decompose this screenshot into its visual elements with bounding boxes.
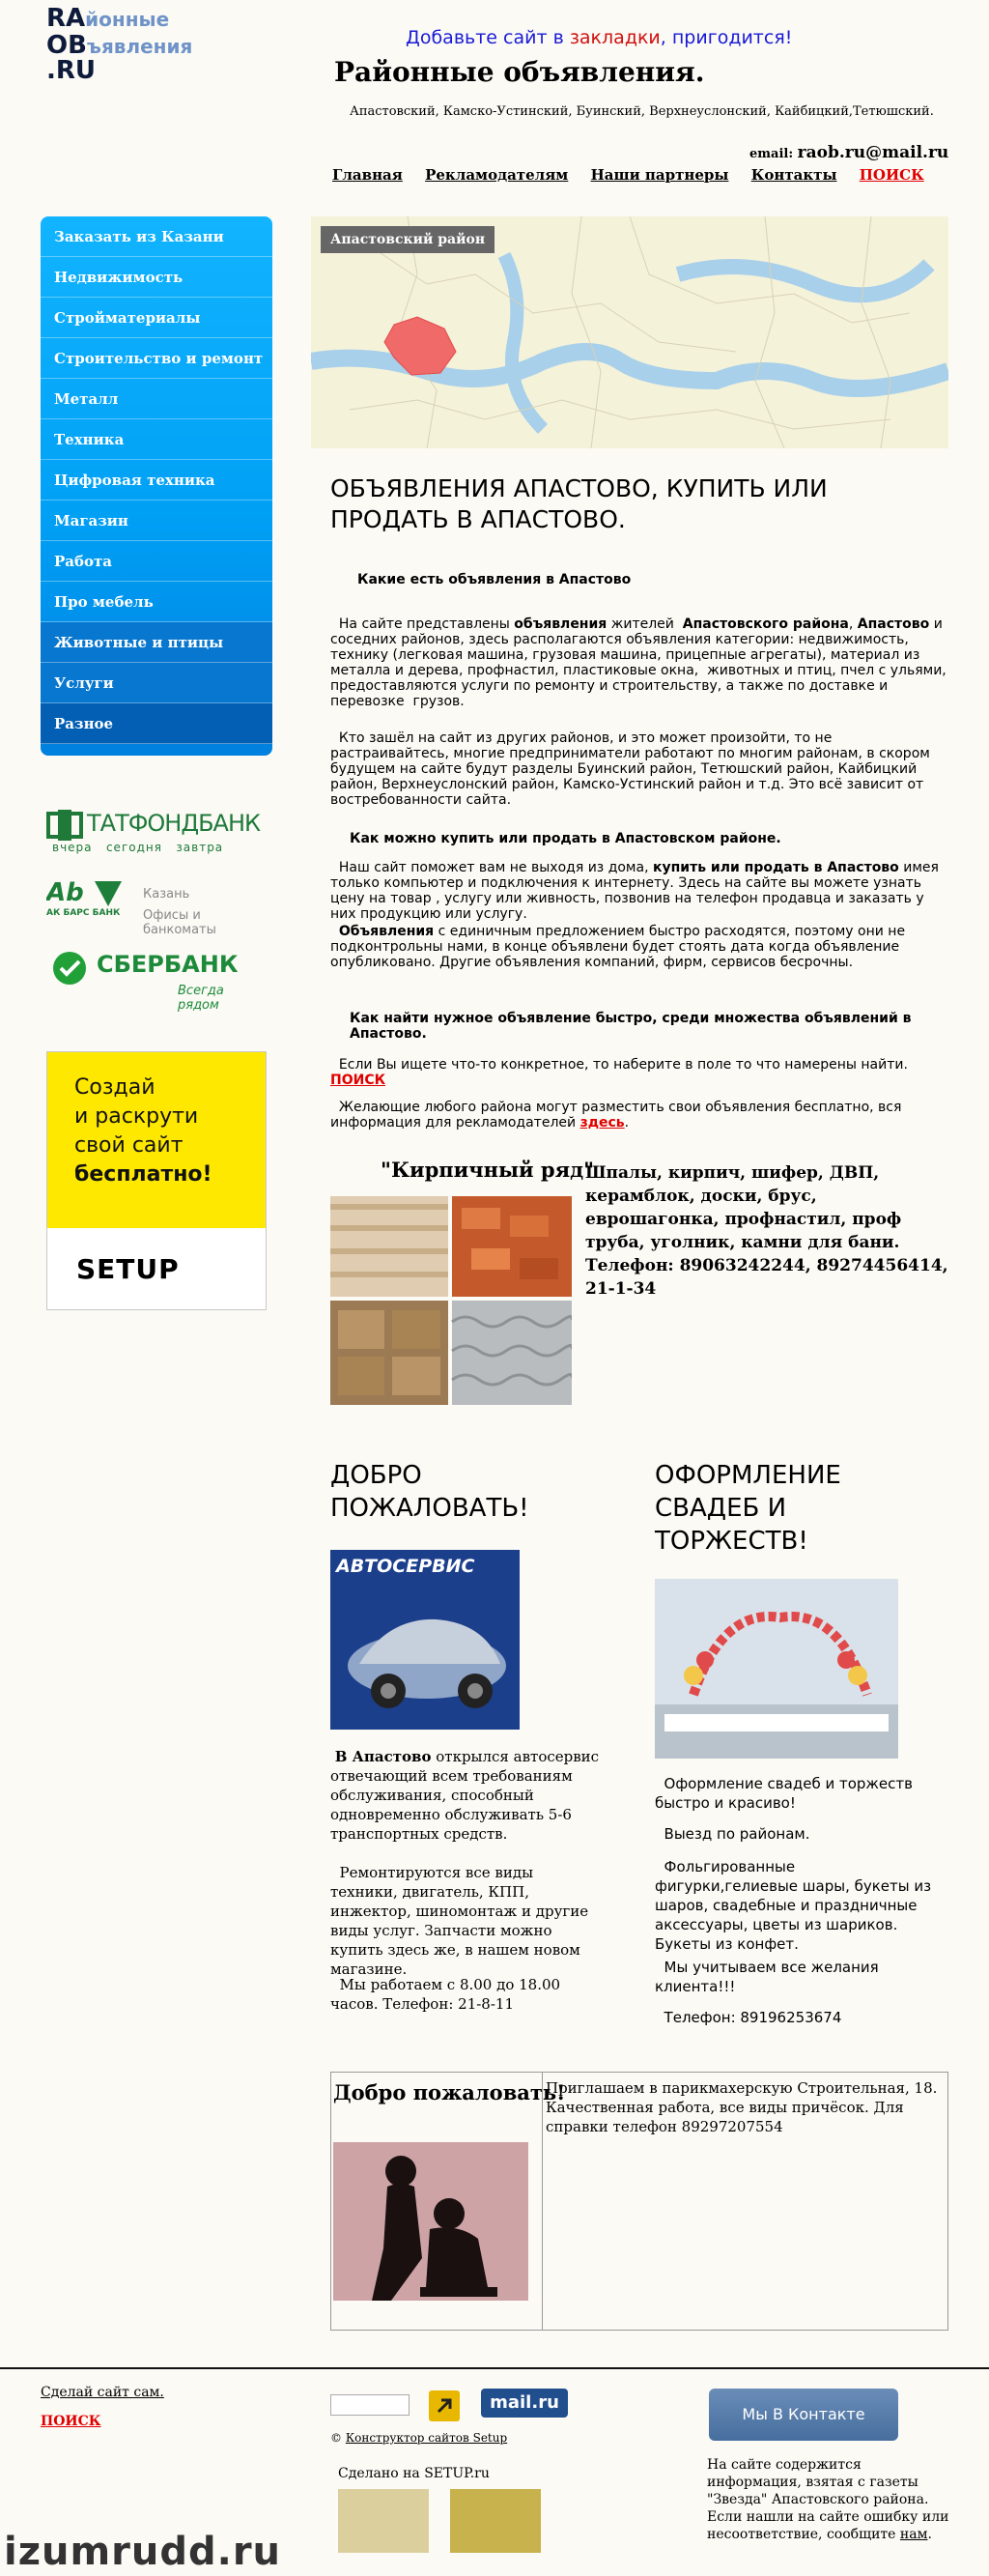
nav-home[interactable]: Главная	[332, 166, 403, 184]
footer-info-error	[707, 2508, 960, 2543]
nav-advertisers[interactable]: Рекламодателям	[425, 166, 569, 184]
autoservice-p2: Ремонтируются все виды техники, двигатель, КПП, инжектор, шиномонтаж и другие виды услуг. Запчасти можно купить здесь же, в нашем новом магазине.	[330, 1864, 593, 1978]
setup-ad-line3: свой сайт	[74, 1133, 184, 1158]
footer-info	[707, 2456, 960, 2543]
wedding-phone: Телефон: 89196253674	[655, 2009, 842, 2026]
hairdresser-title: Добро пожаловать!	[333, 2080, 566, 2104]
email-label: email:	[749, 147, 794, 161]
autoservice-heading: ДОБРО ПОЖАЛОВАТЬ!	[330, 1461, 529, 1523]
made-on-setup: Сделано на SETUP.ru	[338, 2466, 490, 2481]
copyright-sign: ©	[330, 2431, 346, 2445]
districts-list: Апастовский, Камско-Устинский, Буинский, Верхнеуслонский, Кайбицкий,Тетюшский.	[350, 104, 934, 119]
brick-ad-title: "Кирпичный ряд"	[381, 1158, 595, 1182]
footer-make-site-link[interactable]: Сделай сайт сам.	[41, 2385, 164, 2400]
autoservice-p1-text: открылся автосервис отвечающий всем требованиям обслуживания, способный одновременно обслуживать 5-6 транспортных средств.	[330, 1748, 600, 1843]
wedding-photo[interactable]	[655, 1579, 898, 1759]
p4-b: с единичным предложением быстро расходятся, поэтому они не подконтрольны нами, в конце объявлени будет стоять дата когда объявление опубликовано. Другие объявления компаний, фирм, сервисов бесрочны.	[330, 924, 910, 970]
autoservice-p1-bold: В Апастово	[334, 1748, 432, 1765]
hairdresser-photo[interactable]	[333, 2142, 528, 2301]
top-nav	[332, 166, 942, 184]
footer-go-button[interactable]	[429, 2390, 460, 2421]
sidebar-item-digital[interactable]: Цифровая техника	[41, 460, 272, 501]
logo-ob: OB	[46, 31, 87, 60]
site-title: Районные объявления.	[334, 56, 705, 88]
sidebar-item-machinery[interactable]: Техника	[41, 419, 272, 460]
autoservice-p1	[330, 1747, 601, 1844]
page-heading: ОБЪЯВЛЕНИЯ АПАСТОВО, КУПИТЬ ИЛИ ПРОДАТЬ В АПАСТОВО.	[330, 474, 828, 533]
ads-paragraph	[330, 924, 948, 970]
p3-c: имея только компьютер и подключения к интернету. Здесь на сайте вы можете узнать цену на товар , услугу или живность, позвонив на телефон продавца и заказать у них продукцию или услугу.	[330, 860, 944, 922]
wedding-p1: Оформление свадеб и торжеств быстро и красиво!	[655, 1775, 918, 1812]
sidebar-item-jobs[interactable]: Работа	[41, 541, 272, 582]
bookmark-prompt[interactable]	[406, 27, 792, 48]
nav-contacts[interactable]: Контакты	[750, 166, 837, 184]
vkontakte-button[interactable]: Мы В Контакте	[709, 2389, 898, 2441]
setup-ad-line4: бесплатно!	[74, 1162, 212, 1187]
nav-partners[interactable]: Наши партнеры	[590, 166, 729, 184]
building-materials-image	[330, 1196, 572, 1405]
arrow-up-right-icon	[429, 2390, 460, 2421]
p3-a: Наш сайт поможет вам не выходя из дома,	[330, 860, 653, 875]
p1-c: жителей	[607, 616, 683, 632]
sidebar-item-shop[interactable]: Магазин	[41, 501, 272, 541]
constructor-link[interactable]: Конструктор сайтов Setup	[345, 2431, 508, 2445]
footer-divider	[0, 2367, 989, 2369]
building-materials-photo[interactable]	[330, 1196, 572, 1405]
setup-ad-brand: SETUP	[76, 1253, 180, 1285]
brick-ad-text: Шпалы, кирпич, шифер, ДВП, керамблок, доски, брус, еврошагонка, профнастил, проф труба, уголник, камни для бани. Телефон: 89063242244, 89274456414, 21-1-34	[585, 1163, 948, 1299]
watermark: izumrudd.ru	[4, 2530, 282, 2574]
logo-ra: RA	[46, 4, 86, 33]
logo-ob-rest: ъявления	[86, 35, 193, 58]
sidebar-item-animals[interactable]: Животные и птицы	[41, 622, 272, 663]
p3-b: купить или продать в Апастово	[652, 860, 899, 875]
bookmark-link[interactable]: закладки	[569, 27, 661, 48]
email-address[interactable]: raob.ru@mail.ru	[797, 143, 949, 162]
tatfondbank-name: ТАТФОНДБАНК	[87, 810, 261, 837]
footer-search-link[interactable]: ПОИСК	[41, 2414, 101, 2429]
wedding-p4: Мы учитываем все желания клиента!!!	[655, 1959, 884, 1995]
map-district-label: Апастовский район	[321, 226, 494, 253]
p4-a: Объявления	[338, 924, 435, 939]
site-logo[interactable]	[46, 6, 278, 83]
tatfondbank-banner[interactable]	[46, 808, 267, 856]
p1-f: Апастово	[857, 616, 930, 632]
sidebar-item-services[interactable]: Услуги	[41, 663, 272, 703]
p6-b: .	[624, 1115, 630, 1131]
sberbank-slogan: Всегда рядом	[178, 984, 224, 1013]
setup-ad-line2: и раскрути	[74, 1104, 199, 1129]
sberbank-logo-icon	[50, 949, 89, 987]
logo-ru: .RU	[46, 56, 97, 85]
akbars-banner[interactable]	[46, 879, 267, 937]
contact-email	[749, 143, 948, 162]
sidebar-item-misc[interactable]: Разное	[41, 703, 272, 744]
p1-d: Апастовского района	[682, 616, 849, 632]
p6-a: Желающие любого района могут разместить свои объявления бесплатно, вся информация для рекламодателей	[330, 1100, 906, 1131]
sidebar-item-furniture[interactable]: Про мебель	[41, 582, 272, 622]
sidebar-menu	[41, 216, 272, 756]
akbars-offices: Офисы и банкоматы	[143, 908, 216, 937]
wedding-p2: Выезд по районам.	[655, 1825, 810, 1843]
wedding-p3: Фольгированные фигурки,гелиевые шары, букеты из шаров, свадебные и праздничные аксессуары, цветы из шариков. Букеты из конфет.	[655, 1858, 936, 1953]
p1-b: объявления	[514, 616, 608, 632]
bookmark-text-2: , пригодится!	[660, 27, 793, 48]
advertisers-paragraph	[330, 1100, 948, 1131]
sidebar-item-order-kazan[interactable]: Заказать из Казани	[41, 216, 272, 257]
p1-a: На сайте представлены	[330, 616, 515, 632]
akbars-city: Казань	[143, 887, 190, 902]
sidebar-item-construction[interactable]: Строительство и ремонт	[41, 338, 272, 379]
sberbank-banner[interactable]	[46, 945, 267, 1011]
section-heading-types: Какие есть объявления в Апастово	[357, 572, 632, 587]
p5-a: Если Вы ищете что-то конкретное, то наберите в поле то что намерены найти.	[330, 1057, 917, 1073]
sidebar-item-metal[interactable]: Металл	[41, 379, 272, 419]
setup-ad-text	[74, 1073, 212, 1189]
setup-ad-line1: Создай	[74, 1075, 155, 1100]
autoservice-photo-label: АВТОСЕРВИС	[336, 1556, 475, 1577]
wedding-heading: ОФОРМЛЕНИЕ СВАДЕБ И ТОРЖЕСТВ!	[655, 1461, 841, 1556]
nav-search[interactable]: ПОИСК	[859, 166, 924, 184]
car-icon	[330, 1550, 520, 1730]
autoservice-photo[interactable]	[330, 1550, 520, 1730]
tatfondbank-slogan: вчера сегодня завтра	[52, 841, 224, 854]
akbars-logo-icon	[46, 879, 124, 908]
autoservice-p3: Мы работаем с 8.00 до 18.00 часов. Телефон: 21-8-11	[330, 1976, 565, 2013]
setup-ad-banner[interactable]	[46, 1051, 267, 1310]
search-paragraph	[330, 1057, 948, 1088]
mailru-counter[interactable]: mail.ru	[481, 2389, 568, 2418]
hairdresser-divider	[542, 2073, 543, 2330]
sidebar-item-building-materials[interactable]: Стройматериалы	[41, 298, 272, 338]
sidebar-item-real-estate[interactable]: Недвижимость	[41, 257, 272, 298]
logo-ra-rest: йонные	[85, 8, 170, 31]
hairdresser-text: Приглашаем в парикмахерскую Строительная, 18. Качественная работа, все виды причёсок. Для справки телефон 89297207554	[546, 2079, 938, 2135]
search-link[interactable]: ПОИСК	[330, 1073, 386, 1088]
sberbank-name: СБЕРБАНК	[97, 951, 239, 978]
advertisers-link[interactable]: здесь	[579, 1115, 625, 1131]
hairdresser-silhouette-icon	[333, 2142, 528, 2301]
section-heading-buy-sell: Как можно купить или продать в Апастовском районе.	[350, 831, 781, 846]
other-districts-paragraph: Кто зашёл на сайт из других районов, и это может произойти, то не растраивайтесь, многие предприниматели работают по многим районам, в скором будущем на сайте будут разделы Буинский район, Тетюшский район, Кайбицкий район, Верхнеуслонский район, Камско-Устинский район и т.д. Это всё зависит от востребованности сайта.	[330, 730, 935, 808]
bookmark-text-1: Добавьте сайт в	[406, 27, 570, 48]
footer-info-end: .	[927, 2527, 932, 2542]
akbars-name: АК БАРС БАНК	[46, 908, 121, 918]
district-map[interactable]	[311, 216, 948, 448]
footer-thumbnail-2[interactable]	[450, 2489, 541, 2553]
svg-text:Ab: Ab	[46, 879, 84, 907]
p1-g: и соседних районов, здесь располагаются объявления категории: недвижимость, технику (легковая машина, грузовая машина, прицепные агрегаты), материал из металла и дерева, профнастил, пластиковые окна, животных и птиц, пчел с ульями, предоставляются услуги по ремонту и строительству, а также по доставке и перевозке грузов.	[330, 616, 951, 709]
buy-sell-paragraph	[330, 860, 948, 922]
setup-ad-footer	[47, 1228, 266, 1309]
wedding-hall-image	[655, 1579, 898, 1759]
footer-copyright	[330, 2431, 507, 2445]
footer-info-contact-link[interactable]: нам	[899, 2527, 928, 2542]
footer-info-error-text: Если нашли на сайте ошибку или несоответствие, сообщите	[707, 2509, 949, 2542]
intro-paragraph	[330, 616, 951, 709]
footer-search-input[interactable]	[330, 2394, 410, 2416]
p1-e: ,	[848, 616, 858, 632]
footer-info-source: На сайте содержится информация, взятая с газеты "Звезда" Апастовского района.	[707, 2457, 929, 2507]
hairdresser-ad	[330, 2072, 948, 2331]
section-heading-find: Как найти нужное объявление быстро, среди множества объявлений в Апастово.	[350, 1011, 912, 1042]
footer-thumbnail-1[interactable]	[338, 2489, 429, 2553]
